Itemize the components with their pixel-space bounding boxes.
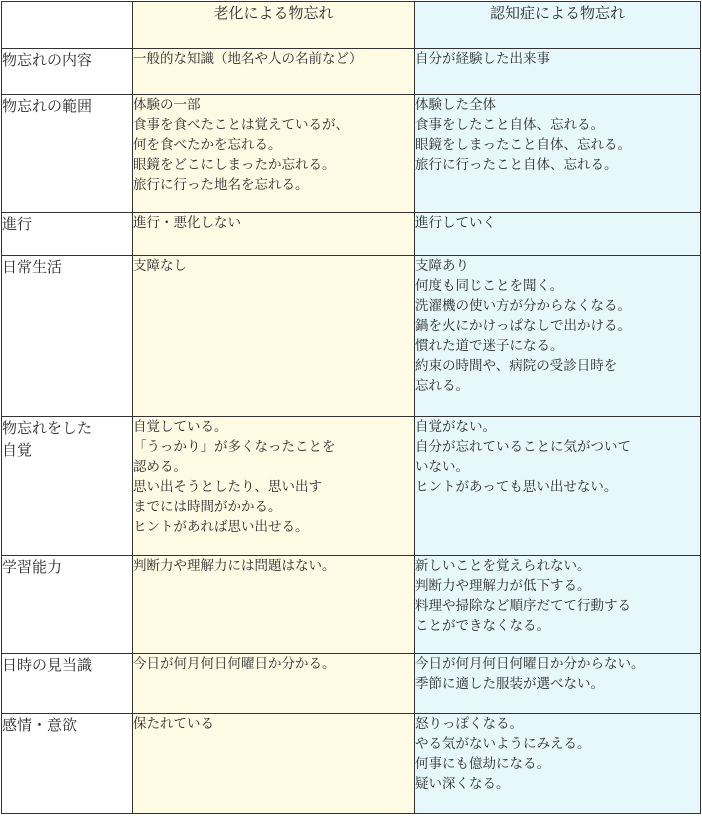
- cell-line: 判断力や理解力には問題はない。: [133, 558, 336, 574]
- cell-line: やる気がないようにみえる。: [415, 736, 591, 752]
- row-label: [2, 49, 133, 95]
- cell-line: 何を食べたかを忘れる。: [133, 137, 282, 153]
- header-row: [2, 2, 701, 49]
- aging-cell: [133, 95, 415, 213]
- cell-line: 旅行に行った地名を忘れる。: [133, 177, 309, 193]
- cell-line: 保たれている: [133, 716, 214, 732]
- row-label: [2, 714, 133, 814]
- cell-line: 疑い深くなる。: [415, 776, 510, 792]
- header-dementia: 認知症による物忘れ: [415, 2, 701, 49]
- cell-line: 今日が何月何日何曜日か分からない。: [415, 656, 645, 672]
- table-row: [2, 417, 701, 556]
- cell-line: 認める。: [133, 459, 187, 475]
- row-label: [2, 95, 133, 213]
- cell-line: 慣れた道で迷子になる。: [415, 338, 564, 354]
- aging-cell: [133, 49, 415, 95]
- cell-line: 新しいことを覚えられない。: [415, 558, 591, 574]
- cell-line: 進行していく: [415, 215, 496, 231]
- header-aging: 老化による物忘れ: [133, 2, 415, 49]
- dementia-cell: [415, 654, 701, 714]
- cell-line: 眼鏡をしまったこと自体、忘れる。: [415, 137, 631, 153]
- cell-line: 食事を食べたことは覚えているが、: [133, 117, 349, 133]
- cell-line: 怒りっぽくなる。: [415, 716, 523, 732]
- cell-line: 何事にも億劫になる。: [415, 756, 550, 772]
- cell-line: 料理や掃除など順序だてて行動する: [415, 598, 631, 614]
- cell-line: 自分が経験した出来事: [415, 51, 550, 67]
- cell-line: 感情・意欲: [2, 716, 78, 734]
- cell-line: 約束の時間や、病院の受診日時を: [415, 358, 618, 374]
- dementia-cell: [415, 256, 701, 417]
- table-row: [2, 256, 701, 417]
- cell-line: 学習能力: [2, 558, 63, 576]
- row-label: [2, 654, 133, 714]
- aging-cell: [133, 256, 415, 417]
- cell-line: 支障あり: [415, 258, 469, 274]
- cell-line: 「うっかり」が多くなったことを: [133, 439, 336, 455]
- row-label: [2, 417, 133, 556]
- cell-line: 体験の一部: [133, 97, 201, 113]
- aging-cell: [133, 417, 415, 556]
- cell-line: 自覚がない。: [415, 419, 496, 435]
- cell-line: 判断力や理解力が低下する。: [415, 578, 591, 594]
- cell-line: 進行: [2, 215, 33, 233]
- cell-line: いない。: [415, 459, 469, 475]
- dementia-cell: [415, 95, 701, 213]
- cell-line: 日常生活: [2, 258, 63, 276]
- cell-line: 何度も同じことを聞く。: [415, 278, 564, 294]
- row-label: [2, 213, 133, 256]
- table-row: [2, 95, 701, 213]
- aging-cell: [133, 714, 415, 814]
- cell-line: 支障なし: [133, 258, 187, 274]
- cell-line: ヒントがあれば思い出せる。: [133, 519, 309, 535]
- row-label: [2, 256, 133, 417]
- cell-line: 今日が何月何日何曜日か分かる。: [133, 656, 336, 672]
- table-row: [2, 213, 701, 256]
- cell-line: 物忘れをした: [2, 419, 93, 437]
- table-row: [2, 654, 701, 714]
- dementia-cell: [415, 417, 701, 556]
- table-row: [2, 556, 701, 654]
- cell-line: 季節に適した服装が選べない。: [415, 676, 604, 692]
- header-corner: [2, 2, 133, 49]
- cell-line: 物忘れの内容: [2, 51, 93, 69]
- cell-line: 思い出そうとしたり、思い出す: [133, 479, 322, 495]
- table-row: [2, 714, 701, 814]
- cell-line: 自覚している。: [133, 419, 228, 435]
- table-row: [2, 49, 701, 95]
- cell-line: 食事をしたこと自体、忘れる。: [415, 117, 604, 133]
- cell-line: 一般的な知識（地名や人の名前など）: [133, 51, 363, 67]
- cell-line: 自分が忘れていることに気がついて: [415, 439, 631, 455]
- cell-line: 進行・悪化しない: [133, 215, 241, 231]
- comparison-table: [1, 1, 701, 814]
- cell-line: 洗濯機の使い方が分からなくなる。: [415, 298, 631, 314]
- row-label: [2, 556, 133, 654]
- cell-line: 眼鏡をどこにしまったか忘れる。: [133, 157, 336, 173]
- cell-line: 忘れる。: [415, 378, 469, 394]
- cell-line: までには時間がかかる。: [133, 499, 282, 515]
- cell-line: 物忘れの範囲: [2, 97, 93, 115]
- dementia-cell: [415, 714, 701, 814]
- cell-line: ことができなくなる。: [415, 618, 550, 634]
- dementia-cell: [415, 556, 701, 654]
- cell-line: 自覚: [2, 441, 33, 459]
- cell-line: ヒントがあっても思い出せない。: [415, 479, 618, 495]
- dementia-cell: [415, 49, 701, 95]
- dementia-cell: [415, 213, 701, 256]
- cell-line: 体験した全体: [415, 97, 496, 113]
- aging-cell: [133, 213, 415, 256]
- cell-line: 鍋を火にかけっぱなしで出かける。: [415, 318, 631, 334]
- aging-cell: [133, 556, 415, 654]
- cell-line: 旅行に行ったこと自体、忘れる。: [415, 157, 618, 173]
- cell-line: 日時の見当識: [2, 656, 93, 674]
- aging-cell: [133, 654, 415, 714]
